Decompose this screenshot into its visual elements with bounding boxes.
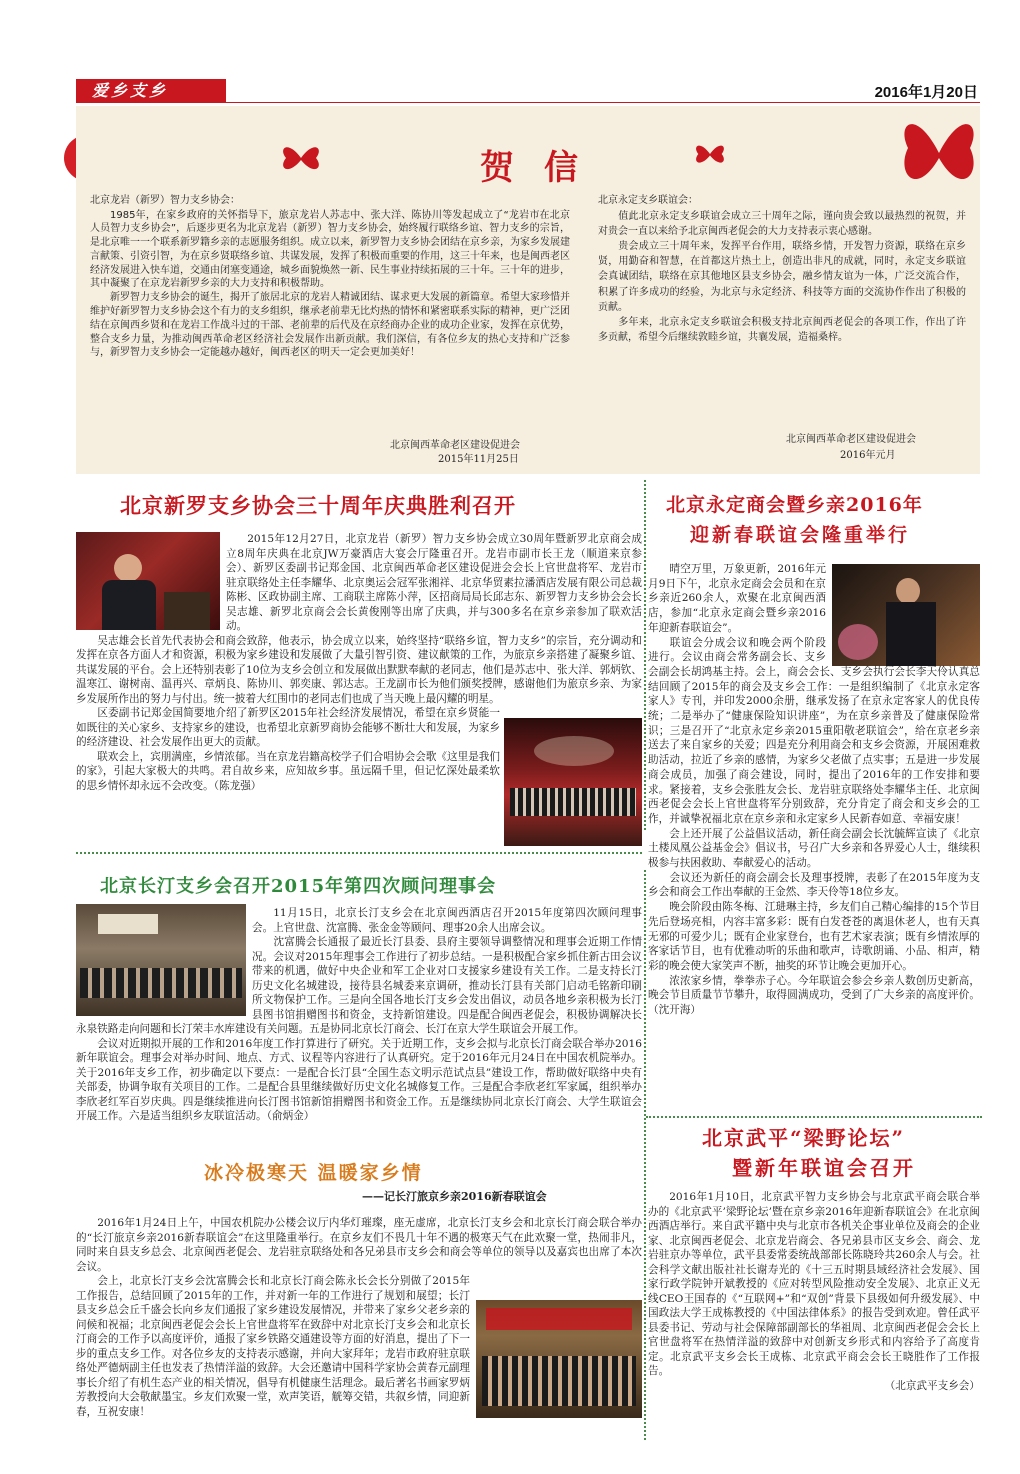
header-rule: [76, 102, 980, 103]
letter-right: [598, 194, 966, 345]
article-paragraph: 会议还为新任的商会副会长及理事授牌，表彰了在2015年度为支乡会和商会工作出奉献的王金然、李天伶等18位乡友。: [648, 871, 980, 899]
section-divider: [76, 852, 642, 854]
article-paragraph: 区委副书记郑金国简要地介绍了新罗区2015年社会经济发展情况，希望在京乡贤能一如既往的关心家乡、支持家乡的建设，也希望北京新罗商协会能够不断壮大和发展，为家乡的经济建设、社会发展作出更大的贡献。: [76, 707, 500, 748]
article-subtitle: ——记长汀旅京乡亲2016新春联谊会: [362, 1190, 547, 1203]
article-title: 北京永定商会暨乡亲2016年: [666, 494, 923, 516]
butterfly-decoration-left: [278, 140, 324, 180]
article-paragraph: 联欢会上，宾朋满座，乡情浓郁。当在京龙岩籍高校学子们合唱协会会歌《这里是我们的家》，引起大家极大的共鸣。君自故乡来，应知故乡事。虽远隔千里，但记忆深处最柔软的思乡情怀却永远不会改变。（陈龙强）: [76, 750, 500, 792]
article-paragraph: 沈富腾会长通报了最近长汀县委、县府主要领导调整情况和理事会近期工作情况。会议对2015年理事会工作进行了初步总结。一是积极配合家乡抓住新古田会议带来的机遇，做好中央企业和军工企业对口支援家乡建设有关工作。二是支持长汀历史文化名城建设，接待县名城委来京调研，推动长汀县有关部门启动毛铭新印刷所文物保护工作。三是向全国各地长汀支乡会发出倡议，动员各地乡亲积极为长汀县图书馆捐赠图书和资金，支持新馆建设。四是配合闽西老促会，积极协调解决长永泉铁路走向问题和长汀荣丰水库建设有关问题。五是协同北京长汀商会、长汀在京大学生联谊会开展工作。: [76, 936, 642, 1035]
article2-body: [76, 906, 642, 1124]
article5-body: [648, 1190, 980, 1393]
letter-right-date: 2016年元月: [840, 450, 896, 461]
section-tag: 爱乡支乡: [76, 79, 226, 102]
article-paragraph: 浓浓家乡情，拳拳赤子心。今年联谊会参会乡亲人数创历史新高，晚会节目质量节节攀升，取得圆满成功，受到了广大乡亲的高度评价。（沈开海）: [648, 974, 980, 1017]
letter-left-salutation: 北京龙岩（新罗）智力支乡协会：: [90, 195, 240, 206]
article-paragraph: 吴志雄会长首先代表协会和商会致辞，他表示，协会成立以来，始终坚持“联络乡谊，智力支乡”的宗旨，充分调动和发挥在京各方面人才和资源，积极为家乡建设和发展做了大量引智引资、建议献策的工作，为旅京乡亲搭建了凝聚乡谊、共谋发展的平台。会上还特别表彰了10位为支乡会创立和发展做出默默奉献的老同志，他们是苏志中、张大洋、郭炳钦、温寒江、谢树南、温再兴、章炳良、陈协川、郭奕康、郭达志。王龙副市长为他们颁奖授牌，感谢他们为旅京乡亲、为家乡发展所作出的努力与付出。统一披着大红围巾的老同志们也成了当天晚上最闪耀的明星。: [76, 634, 642, 705]
letter-right-paragraph: 贵会成立三十周年来，发挥平台作用，联络乡情，开发智力资源，联络在京乡贤，用勤奋和智慧，在首都这片热土上，创造出非凡的成就，同时，永定支乡联谊会真诚团结，联络在京其他地区县支乡协会，融乡情友谊为一体，广泛交流合作，积累了许多成功的经验，为北京与永定经济、科技等方面的交流协作作出了积极的贡献。: [598, 240, 966, 313]
article-paragraph: 2016年1月10日，北京武平智力支乡协会与北京武平商会联合举办的《北京武平’梁野论坛’暨在京乡亲2016年迎新春联谊会》在北京闽西酒店举行。来自武平籍中央与北京市各机关企事业单位及商会的企业家、北京闽西老促会、北京龙岩商会、各兄弟县市区支乡会、商会、龙岩驻京办等单位，武平县委常委统战部部长陈晓玲共260余人与会。社会科学文献出版社社长谢寿光的《十三五时期县域经济社会发展》、国家行政学院钟开斌教授的《应对转型风险推动安全发展》、北京正义无线CEO王国春的《“互联网+”和“双创”背景下县级如何升级发展》、中国政法大学王成栋教授的《中国法律体系》的报告受到欢迎。曾任武平县委书记、劳动与社会保障部副部长的华祖周、北京闽西老促会会长上官世盘将军在热情洋溢的致辞中对创新支乡形式和内容给予了高度肯定。北京武平支乡会长王成栋、北京武平商会会长王晓胜作了工作报告。: [648, 1191, 980, 1377]
article-paragraph: 会上，北京长汀支乡会沈富腾会长和北京长汀商会陈永长会长分别做了2015年工作报告，总结回顾了2015年的工作，并对新一年的工作进行了规划和展望；长汀县支乡总会丘千盛会长向乡友们通报了家乡建设发展情况，并带来了家乡父老乡亲的问候和祝福；北京闽西老促会会长上官世盘将军在致辞中对北京长汀支乡会和北京长汀商会的工作予以高度评价，通报了家乡铁路交通建设等方面的好消息，提出了下一步的重点支乡工作。对各位乡友的支持表示感谢，并向大家拜年；龙岩市政府驻京联络处严德炳副主任也发表了热情洋溢的致辞。大会还邀请中国科学家协会黄春元副理事长介绍了有机生态产业的相关情况，倡导有机健康生活理念。最后著名书画家罗炳芳教授向大会敬献墨宝。乡友们欢聚一堂，欢声笑语，觥筹交错，共叙乡情，同迎新春，互祝安康！: [76, 1275, 470, 1418]
column-divider: [644, 870, 646, 1440]
article-title: 迎新春联谊会隆重举行: [690, 524, 911, 546]
letter-right-paragraph: 多年来，北京永定支乡联谊会积极支持北京闽西老促会的各项工作，作出了许多贡献，希望今后继续敦睦乡谊，共襄发展，造福桑梓。: [598, 316, 966, 344]
article-paragraph: 会上还开展了公益倡议活动，新任商会副会长沈毓辉宣读了《北京土楼凤凰公益基金会》倡议书，号召广大乡亲和各界爱心人士，继续积极参与扶困救助、奉献爱心的活动。: [648, 827, 980, 870]
section-divider: [646, 1116, 982, 1118]
article-paragraph: 晚会阶段由陈冬梅、江琎琳主持，乡友们自己精心编排的15个节目先后登场亮相，内容丰富多彩：既有白发苍苍的离退休老人，也有天真无邪的可爱少儿；既有企业家登台，也有艺术家表演；既有乡情浓厚的客家话节目，也有优雅动听的乐曲和歌声，诗歌朗诵、小品、相声，精彩的晚会使大家笑声不断，抽奖的环节让晚会更加开心。: [648, 901, 980, 972]
butterfly-decoration-mid: [692, 140, 728, 172]
article-title: 北京武平“梁野论坛”: [702, 1126, 906, 1150]
letter-right-paragraph: 值此北京永定支乡联谊会成立三十周年之际，谨向贵会致以最热烈的祝贺，并对贵会一直以来给予北京闽西老促会的大力支持表示衷心感谢。: [598, 210, 966, 237]
article-source: （北京武平支乡会）: [884, 1379, 980, 1392]
issue-date: 2016年1月20日: [874, 84, 978, 101]
article-title: 北京长汀支乡会召开2015年第四次顾问理事会: [100, 876, 497, 897]
letter-title: 贺信: [480, 148, 608, 188]
letter-left-paragraph: 新罗智力支乡协会的诞生，揭开了旅居北京的龙岩人精诚团结、谋求更大发展的新篇章。希望大家珍惜并维护好新罗智力支乡协会这个有力的支乡组织，继承老前辈无比灼热的情怀和紧密联系实际的精神，更广泛团结在京闽西乡贤和在龙岩工作战斗过的干部、老前辈的后代及在京经商办企业的成功企业家，发挥在京优势，整合支乡力量，为推动闽西革命老区经济社会发展作出新贡献。我们深信，有各位乡友的热心支持和广泛参与，新罗智力支乡协会一定能越办越好，闽西老区的明天一定会更加美好！: [90, 292, 570, 359]
letter-left-signature: 北京闽西革命老区建设促进会: [390, 440, 520, 451]
letter-left: [90, 194, 570, 360]
article-title: 北京新罗支乡协会三十周年庆典胜利召开: [120, 493, 516, 518]
article-paragraph: 会议对近期拟开展的工作和2016年度工作打算进行了研究。关于近期工作，支乡会拟与北京长汀商会联合举办2016新年联谊会。理事会对举办时间、地点、方式、议程等内容进行了认真研究。定于2016年元月24日在中国农机院举办。关于2016年支乡工作，初步确定以下要点：一是配合长汀县“全国生态文明示范试点县”建设工作，帮助做好联络中央有关部委，协调争取有关项目的工作。二是配合县里继续做好历史文化名城修复工作。三是配合李欣老红军家属，组织举办李欣老红军百岁庆典。四是继续推进向长汀图书馆新馆捐赠图书和资金工作。五是继续协同北京长汀商会、大学生联谊会开展工作。六是适当组织乡友联谊活动。（俞炳金）: [76, 1037, 642, 1122]
article-paragraph: 联谊会分成会议和晚会两个阶段进行。会议由商会常务副会长、支乡会副会长胡鸿基主持。会上，商会会长、支乡会执行会长李天伶认真总结回顾了2015年的商会及支乡会工作：一是组织编制了《北京永定客家人》专刊，并印发2000余册，继承发扬了在京永定客家人的优良传统；二是举办了“健康保险知识讲座”，为在京乡亲普及了健康保险常识；三是召开了“北京永定乡亲2015重阳敬老联谊会”，给在京老乡亲送去了来自家乡的关爱；四是充分利用商会和支乡会资源，开展困难救助活动，拉近了乡亲的感情，为家乡父老做了点实事；五是进一步发展商会成员，加强了商会建设，同时，提出了2016年的工作安排和要求。紧接着，支乡会张胜友会长、龙岩驻京联络处李耀华主任、北京闽西老促会会长上官世盘将军分别致辞，充分肯定了商会和支乡会的工作，并诚挚祝福北京在京乡亲和永定家乡人民新春如意、幸福安康！: [648, 636, 980, 825]
article-paragraph: 11月15日，北京长汀支乡会在北京闽西酒店召开2015年度第四次顾问理事会。上官世盘、沈富腾、张金金等顾问、理事20余人出席会议。: [252, 907, 642, 934]
letter-right-salutation: 北京永定支乡联谊会：: [598, 195, 698, 206]
letter-right-signature: 北京闽西革命老区建设促进会: [786, 434, 916, 445]
article-paragraph: 2015年12月27日，北京龙岩（新罗）智力支乡协会成立30周年暨新罗北京商会成立8周年庆典在北京JW万豪酒店大宴会厅隆重召开。龙岩市副市长王龙（顺道来京参会）、新罗区委副书记郑金国、北京闽西革命老区建设促进会会长上官世盘将军、龙岩市驻京联络处主任李耀华、北京奥运会冠军张湘祥、北京华贸素拉潘酒店发展有限公司总裁陈彬、区政协副主席、工商联主席陈小萍，区招商局局长邱志东、新罗智力支乡协会会长吴志雄、新罗北京商会会长黄俊刚等出席了庆典，并与300多名在京乡亲参加了联欢活动。: [226, 533, 642, 632]
article3-body: [76, 1216, 642, 1419]
article-paragraph: 晴空万里，万象更新，2016年元月9日下午，北京永定商会会员和在京乡亲近260余人，欢聚在北京闽西酒店，参加“北京永定商会暨乡亲2016年迎新春联谊会”。: [648, 563, 826, 634]
article-title: 暨新年联谊会召开: [732, 1156, 916, 1180]
column-divider: [644, 480, 646, 830]
butterfly-decoration-right: [896, 108, 982, 202]
article-title: 冰冷极寒天 温暖家乡情: [204, 1162, 423, 1184]
letter-left-date: 2015年11月25日: [438, 454, 519, 465]
group-photo: [504, 718, 642, 846]
article-paragraph: 2016年1月24日上午，中国农机院办公楼会议厅内华灯璀璨，座无虚席，北京长汀支乡会和北京长汀商会联合举办的“长汀旅京乡亲2016新春联谊会”在这里隆重举行。在京乡友们不畏几十年不遇的极寒天气在此欢聚一堂，热闹非凡，同时来自县支乡总会、北京闽西老促会、龙岩驻京联络处和各兄弟县市支乡会和商会等单位的领导以及嘉宾也出席了本次会议。: [76, 1217, 642, 1273]
article4-body: [648, 562, 980, 1018]
letter-left-paragraph: 1985年，在家乡政府的关怀指导下，旅京龙岩人苏志中、张大洋、陈协川等发起成立了“龙岩市在北京人员智力支乡协会”，后逐步更名为北京龙岩（新罗）智力支乡协会，始终履行联络乡谊、智力支乡的宗旨，是北京唯一一个联系新罗籍乡亲的志愿服务组织。成立以来，新罗智力支乡协会团结在京乡亲，为家乡发展建言献策、引资引智，为在京乡贤联络乡谊、共谋发展，发挥了积极而重要的作用，这三十年来，也是闽西老区经济发展进入快车道，交通由闭塞变通途，城乡面貌焕然一新、民生事业持续拓展的三十年。三十年的进步，其中凝聚了在京龙岩新罗乡亲的大力支持和积极帮助。: [90, 209, 570, 290]
